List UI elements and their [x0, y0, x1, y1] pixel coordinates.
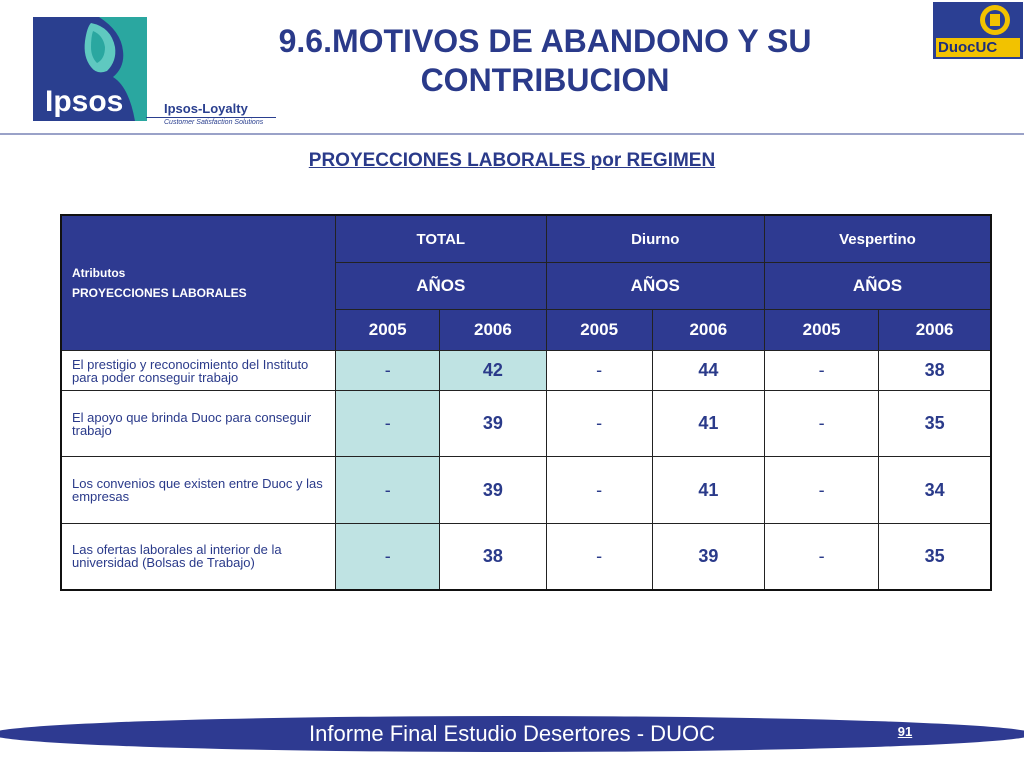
- loyalty-title: Ipsos-Loyalty: [164, 101, 248, 116]
- data-table: [60, 214, 992, 591]
- anos-header-diurno: AÑOS: [546, 263, 764, 310]
- table-row: [61, 391, 991, 457]
- page-number: 91: [897, 724, 913, 739]
- value-cell: -: [336, 457, 440, 524]
- ipsos-logo: [33, 17, 147, 121]
- ipsos-loyalty-logo: [146, 102, 276, 127]
- duoc-crest-icon: [933, 2, 1023, 42]
- value-cell: 34: [879, 457, 991, 524]
- table-row: [61, 457, 991, 524]
- anos-header-vespertino: AÑOS: [764, 263, 991, 310]
- value-cell: -: [546, 351, 652, 391]
- value-cell: -: [546, 524, 652, 590]
- section-subtitle: PROYECCIONES LABORALES por REGIMEN: [308, 150, 716, 171]
- year-header: 2006: [879, 310, 991, 351]
- group-header-diurno: Diurno: [546, 215, 764, 263]
- value-cell: 41: [652, 391, 764, 457]
- year-header: 2006: [440, 310, 546, 351]
- year-header: 2005: [764, 310, 878, 351]
- value-cell: 38: [879, 351, 991, 391]
- row-label: Las ofertas laborales al interior de la universidad (Bolsas de Trabajo): [61, 524, 336, 590]
- value-cell: -: [336, 524, 440, 590]
- group-header-vespertino: Vespertino: [764, 215, 991, 263]
- value-cell: 38: [440, 524, 546, 590]
- attributes-label: Atributos: [72, 266, 126, 280]
- anos-header-total: AÑOS: [336, 263, 546, 310]
- year-header: 2005: [336, 310, 440, 351]
- row-label: El prestigio y reconocimiento del Instituto para poder conseguir trabajo: [61, 351, 336, 391]
- attributes-category-label: PROYECCIONES LABORALES: [72, 286, 247, 300]
- value-cell: -: [764, 524, 878, 590]
- value-cell: 44: [652, 351, 764, 391]
- duoc-logo-text: DuocUC: [936, 38, 1020, 57]
- value-cell: -: [764, 457, 878, 524]
- ipsos-logo-text: Ipsos: [45, 85, 124, 118]
- value-cell: -: [546, 391, 652, 457]
- title-divider: [0, 133, 1024, 135]
- value-cell: -: [336, 351, 440, 391]
- row-label: El apoyo que brinda Duoc para conseguir trabajo: [61, 391, 336, 457]
- year-header: 2005: [546, 310, 652, 351]
- value-cell: 39: [440, 391, 546, 457]
- group-header-total: TOTAL: [336, 215, 546, 263]
- value-cell: -: [764, 391, 878, 457]
- attributes-header-cell: [61, 215, 336, 351]
- loyalty-subtitle: Customer Satisfaction Solutions: [164, 119, 264, 126]
- value-cell: -: [764, 351, 878, 391]
- year-header: 2006: [652, 310, 764, 351]
- value-cell: 35: [879, 524, 991, 590]
- table-row: [61, 524, 991, 590]
- page-title: 9.6.MOTIVOS DE ABANDONO Y SU CONTRIBUCION: [278, 23, 812, 98]
- value-cell: 39: [440, 457, 546, 524]
- value-cell: 42: [440, 351, 546, 391]
- duoc-logo: [933, 2, 1023, 59]
- value-cell: -: [336, 391, 440, 457]
- row-label: Los convenios que existen entre Duoc y las empresas: [61, 457, 336, 524]
- footer-text: Informe Final Estudio Desertores - DUOC: [309, 721, 715, 746]
- value-cell: 35: [879, 391, 991, 457]
- value-cell: -: [546, 457, 652, 524]
- value-cell: 39: [652, 524, 764, 590]
- value-cell: 41: [652, 457, 764, 524]
- table-row: [61, 351, 991, 391]
